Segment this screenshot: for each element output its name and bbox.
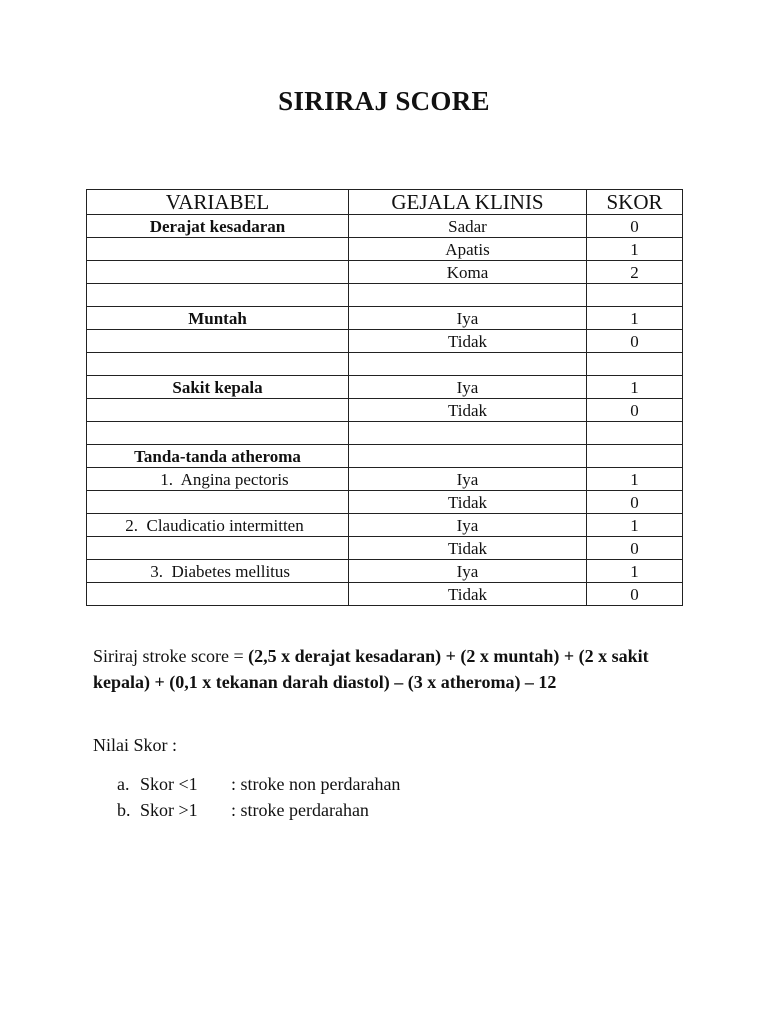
variabel-cell: Muntah — [87, 307, 349, 330]
page-title: SIRIRAJ SCORE — [278, 86, 490, 116]
variabel-cell — [87, 491, 349, 514]
variabel-cell — [87, 399, 349, 422]
gejala-cell: Iya — [349, 514, 587, 537]
table-row — [87, 215, 683, 238]
table-row — [87, 491, 683, 514]
gejala-cell: Tidak — [349, 330, 587, 353]
variabel-cell — [87, 583, 349, 606]
table-row — [87, 376, 683, 399]
variabel-cell — [87, 261, 349, 284]
skor-cell: 1 — [587, 560, 683, 583]
list-marker: b. — [117, 800, 131, 820]
list-label: Skor >1 — [140, 800, 198, 820]
skor-cell: 0 — [587, 215, 683, 238]
variabel-cell — [87, 468, 349, 491]
formula-prefix: Siriraj stroke score = — [93, 646, 249, 666]
table-row — [87, 307, 683, 330]
gejala-cell: Apatis — [349, 238, 587, 261]
list-item — [117, 771, 400, 797]
gejala-cell — [349, 422, 587, 445]
table-row — [87, 445, 683, 468]
variabel-cell — [87, 330, 349, 353]
list-desc: : stroke perdarahan — [231, 800, 369, 820]
formula-part-2: ) – (3 x atheroma) – 12 — [383, 672, 557, 692]
gejala-cell — [349, 284, 587, 307]
skor-cell: 0 — [587, 491, 683, 514]
nilai-skor-label: Nilai Skor : — [93, 735, 177, 755]
header-gejala-klinis: GEJALA KLINIS — [349, 190, 587, 215]
sub-item-label: Claudicatio intermitten — [146, 515, 304, 535]
skor-cell: 0 — [587, 583, 683, 606]
nilai-skor-list — [117, 771, 400, 823]
variabel-cell: Tanda-tanda atheroma — [87, 445, 349, 468]
skor-cell: 2 — [587, 261, 683, 284]
sub-item-number: 2. — [125, 515, 138, 535]
gejala-cell: Tidak — [349, 537, 587, 560]
skor-cell: 0 — [587, 537, 683, 560]
gejala-cell: Koma — [349, 261, 587, 284]
table-row — [87, 468, 683, 491]
variabel-cell: Sakit kepala — [87, 376, 349, 399]
skor-cell: 1 — [587, 238, 683, 261]
gejala-cell: Tidak — [349, 583, 587, 606]
skor-cell: 1 — [587, 468, 683, 491]
header-variabel: VARIABEL — [87, 190, 349, 215]
table-row — [87, 284, 683, 307]
gejala-cell: Tidak — [349, 399, 587, 422]
table-row — [87, 537, 683, 560]
sub-item-label: Angina pectoris — [180, 469, 289, 489]
variabel-cell — [87, 353, 349, 376]
sub-item-number: 3. — [150, 561, 163, 581]
skor-cell: 1 — [587, 307, 683, 330]
skor-cell — [587, 422, 683, 445]
gejala-cell — [349, 353, 587, 376]
list-desc: : stroke non perdarahan — [231, 774, 401, 794]
table-row — [87, 514, 683, 537]
skor-cell: 0 — [587, 330, 683, 353]
table-row — [87, 261, 683, 284]
list-item — [117, 797, 400, 823]
variabel-cell: Derajat kesadaran — [87, 215, 349, 238]
header-skor: SKOR — [587, 190, 683, 215]
siriraj-formula — [93, 643, 683, 695]
gejala-cell: Iya — [349, 560, 587, 583]
variabel-cell — [87, 560, 349, 583]
siriraj-score-table — [86, 189, 683, 606]
skor-cell: 0 — [587, 399, 683, 422]
skor-cell — [587, 445, 683, 468]
table-row — [87, 238, 683, 261]
sub-item-number: 1. — [160, 469, 173, 489]
table-row — [87, 422, 683, 445]
formula-part-1: (2,5 x derajat kesadaran) + (2 x muntah) + (2 x sakit kepala) + (0,1 x tekanan darah diastol — [93, 646, 649, 692]
skor-cell: 1 — [587, 376, 683, 399]
gejala-cell: Iya — [349, 376, 587, 399]
table-header-row — [87, 190, 683, 215]
table-row — [87, 583, 683, 606]
gejala-cell: Iya — [349, 468, 587, 491]
gejala-cell: Sadar — [349, 215, 587, 238]
list-marker: a. — [117, 774, 130, 794]
table-row — [87, 560, 683, 583]
variabel-cell — [87, 514, 349, 537]
variabel-cell — [87, 422, 349, 445]
gejala-cell — [349, 445, 587, 468]
variabel-cell — [87, 537, 349, 560]
table-row — [87, 330, 683, 353]
skor-cell: 1 — [587, 514, 683, 537]
table-row — [87, 399, 683, 422]
variabel-cell — [87, 238, 349, 261]
gejala-cell: Tidak — [349, 491, 587, 514]
skor-cell — [587, 353, 683, 376]
list-label: Skor <1 — [140, 774, 198, 794]
skor-cell — [587, 284, 683, 307]
sub-item-label: Diabetes mellitus — [171, 561, 291, 581]
table-row — [87, 353, 683, 376]
gejala-cell: Iya — [349, 307, 587, 330]
variabel-cell — [87, 284, 349, 307]
